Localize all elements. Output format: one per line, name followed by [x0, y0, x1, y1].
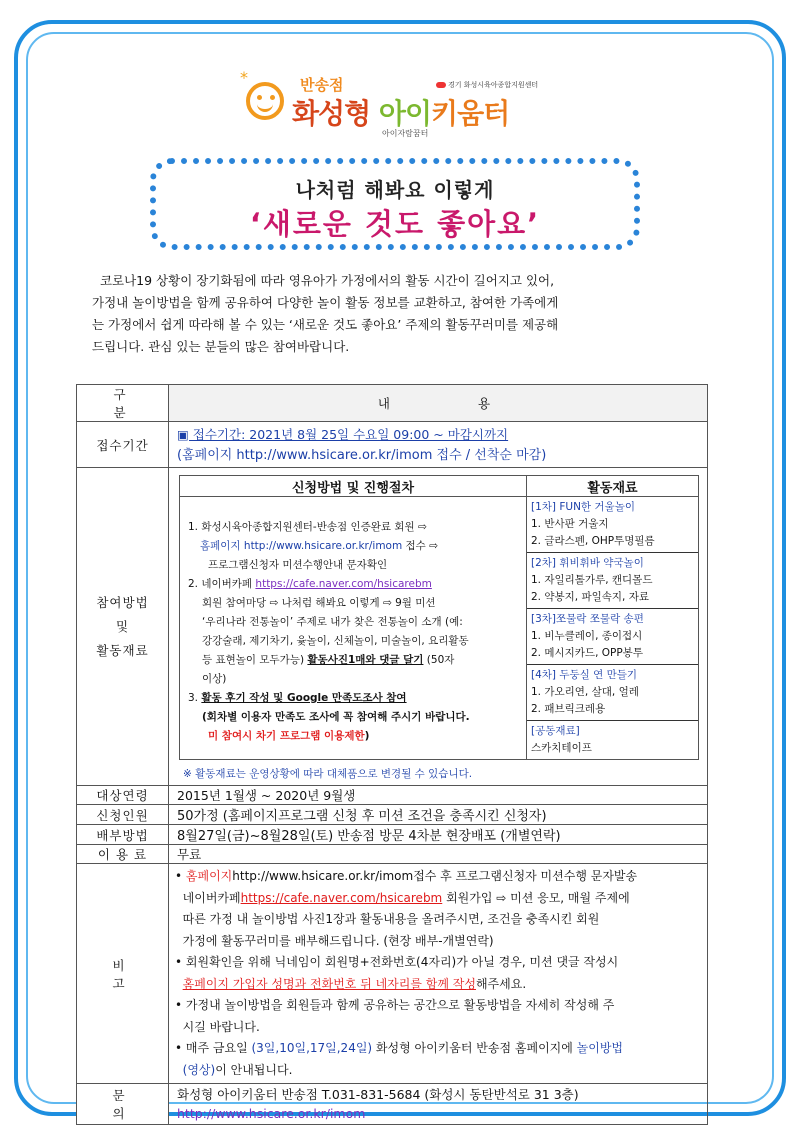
step-3d	[188, 727, 518, 746]
step-1c: 접수 ⇨	[402, 540, 438, 552]
program-table	[76, 384, 708, 1125]
step-1d: 프로그램신청자 미션수행안내 문자확인	[208, 559, 388, 571]
remark-9-a: • 매주 금요일	[175, 1041, 252, 1055]
material-group-title: [1차] FUN한 거울놀이	[531, 501, 635, 513]
method-label-1: 참여방법	[96, 594, 149, 610]
row-contact	[77, 1084, 708, 1125]
remark-6-highlight: 홈페이지 가입자 성명과 전화번호 뒤 네자리를 함께 작성	[182, 976, 476, 991]
step-2e	[188, 651, 518, 670]
remark-cafe: 네이버카페	[175, 890, 241, 905]
row-fee	[77, 845, 708, 864]
reception-homepage: (홈페이지 http://www.hsicare.or.kr/imom 접수 / 선착순 마감)	[177, 447, 547, 463]
fee-label: 이 용 료	[77, 845, 169, 864]
method-content	[169, 468, 708, 786]
homepage-link[interactable]: 홈페이지 http://www.hsicare.or.kr/imom	[200, 540, 403, 552]
age-value: 2015년 1월생 ~ 2020년 9월생	[169, 786, 708, 805]
step-2g: (50자	[423, 654, 455, 666]
step-2f: 활동사진1매와 댓글 달기	[307, 654, 424, 666]
materials-cell	[527, 497, 699, 760]
material-item: 1. 가오리연, 살대, 얼레	[531, 686, 639, 698]
inner-header-procedure: 신청방법 및 진행절차	[180, 476, 527, 497]
material-item: 1. 반사판 거울지	[531, 518, 609, 530]
procedure-steps	[180, 497, 527, 760]
step-2c: ‘우리나라 전통놀이’ 주제로 내가 찾은 전통놀이 소개 (예:	[202, 616, 463, 628]
bullet: •	[175, 869, 186, 883]
remark-10-video: (영상)	[182, 1062, 216, 1077]
material-item: 2. 패브릭크레용	[531, 703, 606, 715]
center-logo	[240, 68, 560, 140]
material-group	[527, 553, 698, 609]
logo-title-a: 화성형	[292, 97, 379, 130]
remark-10-text: 이 안내됩니다.	[215, 1062, 293, 1077]
remark-6-text: 해주세요.	[475, 976, 527, 991]
inner-header-materials: 활동재료	[527, 476, 699, 497]
remark-10	[175, 1060, 701, 1082]
inner-header-row	[180, 476, 699, 497]
reception-period: ▣ 접수기간: 2021년 8월 25일 수요일 09:00 ~ 마감시까지	[177, 426, 509, 442]
intro-paragraph	[92, 270, 706, 358]
remark-7: • 가정내 놀이방법을 회원들과 함께 공유하는 공간으로 활동방법을 자세히 작성해 주	[175, 998, 615, 1012]
contact-info: 화성형 아이키움터 반송점 T.031-831-5684 (화성시 동탄반석로 31 3층)	[177, 1087, 579, 1102]
step-3d-text: 미 참여시 차기 프로그램 이용제한	[208, 730, 365, 742]
capacity-value: 50가정 (홈페이지프로그램 신청 후 미션 조건을 충족시킨 신청자)	[169, 805, 708, 825]
material-group-title: [4차] 두둥실 연 만들기	[531, 669, 638, 681]
logo-title	[292, 92, 509, 132]
material-group-title: [2차] 휘비휘바 약국놀이	[531, 557, 644, 569]
remark-homepage: 홈페이지	[185, 869, 233, 883]
step-3-num: 3.	[188, 692, 202, 704]
material-item: 2. 글라스펜, OHP투명필름	[531, 535, 655, 547]
remark-8: 시길 바랍니다.	[175, 1019, 260, 1034]
material-item: 2. 약봉지, 파일속지, 자료	[531, 591, 649, 603]
age-label: 대상연령	[77, 786, 169, 805]
logo-org-text: 경기 화성시육아종합지원센터	[448, 81, 539, 89]
indent	[175, 1063, 183, 1077]
fee-value: 무료	[169, 845, 708, 864]
method-label-2: 및	[115, 618, 130, 634]
banner-subtitle: 나처럼 해봐요 이렇게	[295, 178, 495, 202]
remark-cafe-url[interactable]: https://cafe.naver.com/hsicarebm	[240, 890, 443, 905]
material-group-title: [공동재료]	[531, 725, 580, 737]
material-group	[527, 497, 698, 553]
step-2a	[188, 575, 518, 594]
logo-tagline: 아이자람꿈터	[382, 129, 429, 138]
intro-line: 는 가정에서 쉽게 따라해 볼 수 있는 ‘새로운 것도 좋아요’ 주제의 활동꾸러미를 제공해	[92, 317, 559, 332]
step-3e: )	[364, 730, 370, 742]
title-banner	[150, 158, 640, 250]
remark-5: • 회원확인을 위해 닉네임이 회원명+전화번호(4자리)가 아닐 경우, 미션 댓글 작성시	[175, 955, 619, 969]
material-item: 1. 비누클레이, 종이접시	[531, 630, 643, 642]
material-group	[527, 721, 698, 759]
star-icon: *	[240, 68, 248, 87]
step-1b	[188, 537, 518, 556]
step-2h: 이상)	[202, 673, 227, 685]
step-2d: 강강술래, 제기차기, 윷놀이, 신체놀이, 미술놀이, 요리활동	[202, 635, 469, 647]
org-mark-icon	[436, 82, 446, 88]
remark-1	[175, 866, 701, 888]
remark-1-text: 접수 후 프로그램신청자 미션수행 문자발송	[413, 869, 638, 883]
material-item: 스카치테이프	[531, 742, 592, 754]
delivery-label: 배부방법	[77, 825, 169, 845]
material-group-title: [3차]쪼물락 쪼물락 송편	[531, 613, 644, 625]
step-2e-text: 등 표현놀이 모두가능)	[202, 654, 308, 666]
remarks-label: 비 고	[77, 864, 169, 1084]
header-content: 내용	[169, 385, 708, 422]
contact-url[interactable]: http://www.hsicare.or.kr/imom	[177, 1106, 366, 1121]
table-header-row	[77, 385, 708, 422]
remark-9-c: 화성형 아이키움터 반송점 홈페이지에	[372, 1041, 577, 1055]
logo-title-b: 아이	[378, 97, 432, 130]
materials-list	[527, 497, 698, 759]
contact-label: 문 의	[77, 1084, 169, 1125]
remark-9-d: 놀이방법	[576, 1041, 624, 1055]
contact-content	[169, 1084, 708, 1125]
materials-note: ※ 활동재료는 운영상황에 따라 대체품으로 변경될 수 있습니다.	[183, 768, 473, 780]
capacity-label: 신청인원	[77, 805, 169, 825]
remark-2-text: 회원가입 ⇨ 미션 응모, 매월 주제에	[442, 890, 630, 905]
method-label	[77, 468, 169, 786]
intro-line: 코로나19 상황이 장기화됨에 따라 영유아가 가정에서의 활동 시간이 길어지고 있어,	[92, 273, 555, 288]
smile-face-icon	[246, 82, 284, 120]
reception-content	[169, 422, 708, 468]
inner-body-row	[180, 497, 699, 760]
material-item: 1. 자일리톨가루, 캔디몰드	[531, 574, 653, 586]
row-method	[77, 468, 708, 786]
cafe-link[interactable]: https://cafe.naver.com/hsicarebm	[255, 578, 432, 590]
step-3c: (회차별 이용자 만족도 조사에 꼭 참여해 주시기 바랍니다.	[202, 711, 470, 723]
delivery-value: 8월27일(금)~8월28일(토) 반송점 방문 4차분 현장배포 (개별연락)	[169, 825, 708, 845]
logo-branch: 반송점	[300, 76, 344, 94]
banner-title: ‘새로운 것도 좋아요’	[249, 207, 541, 241]
method-inner-table	[179, 475, 699, 760]
remarks-content	[169, 864, 708, 1084]
logo-org	[436, 80, 538, 90]
method-label-3: 활동재료	[96, 642, 149, 658]
step-1a: 1. 화성시육아종합지원센터-반송점 인증완료 회원 ⇨	[188, 521, 427, 533]
intro-line: 드립니다. 관심 있는 분들의 많은 참여바랍니다.	[92, 339, 350, 354]
remark-9-dates: (3일,10일,17일,24일)	[251, 1041, 373, 1055]
remark-2	[175, 888, 701, 910]
reception-label: 접수기간	[77, 422, 169, 468]
remark-4: 가정에 활동꾸러미를 배부해드립니다. (현장 배부-개별연락)	[175, 933, 494, 948]
row-age	[77, 786, 708, 805]
step-3a	[188, 689, 518, 708]
logo-title-c: 키움터	[431, 97, 510, 130]
material-item: 2. 메시지카드, OPP봉투	[531, 647, 643, 659]
step-3b: 활동 후기 작성 및 Google 만족도조사 참여	[201, 692, 407, 704]
step-2b: 회원 참여마당 ⇨ 나처럼 해봐요 이렇게 ⇨ 9월 미션	[202, 597, 436, 609]
indent	[175, 977, 183, 991]
remark-3: 따른 가정 내 놀이방법 사진1장과 활동내용을 올려주시면, 조건을 충족시킨 회원	[175, 912, 600, 926]
remark-9	[175, 1038, 701, 1060]
material-group	[527, 609, 698, 665]
row-remarks	[77, 864, 708, 1084]
step-2a-text: 2. 네이버카페	[188, 578, 256, 590]
row-reception	[77, 422, 708, 468]
remark-homepage-url[interactable]: http://www.hsicare.or.kr/imom	[232, 869, 414, 883]
material-group	[527, 665, 698, 721]
row-capacity	[77, 805, 708, 825]
header-category: 구 분	[77, 385, 169, 422]
intro-line: 가정내 놀이방법을 함께 공유하여 다양한 놀이 활동 정보를 교환하고, 참여한 가족에게	[92, 295, 559, 310]
remark-6	[175, 974, 701, 996]
row-delivery	[77, 825, 708, 845]
